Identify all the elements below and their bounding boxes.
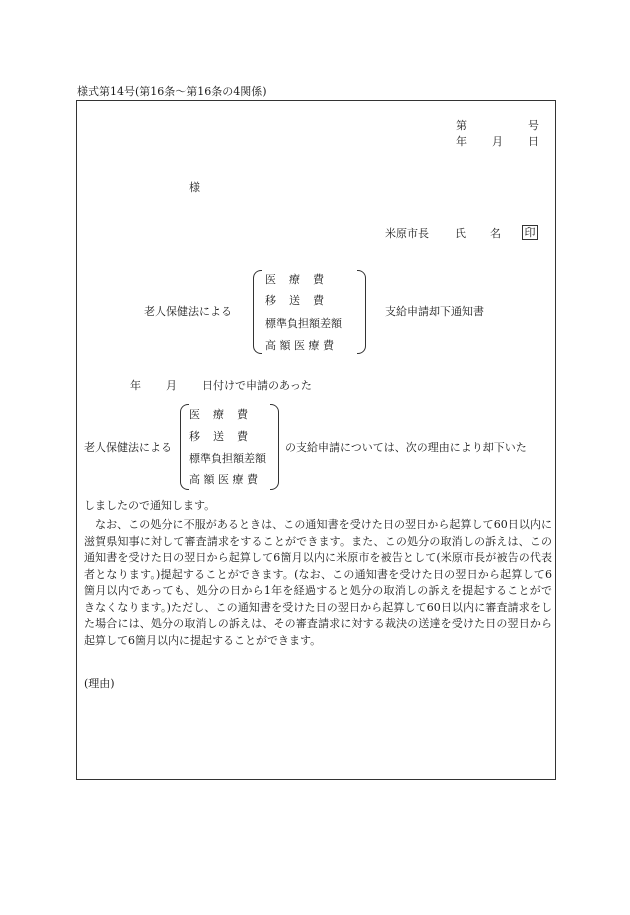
closing-line: しましたので通知します。 (84, 499, 216, 512)
reason-label: (理由) (84, 677, 115, 690)
title-item: 移 送 費 (265, 294, 325, 307)
issuer-title: 米原市長 (385, 227, 429, 240)
date-day: 日 (528, 135, 539, 148)
issuer-shi: 氏 (455, 227, 466, 240)
applied-text: 日付けで申請のあった (202, 379, 312, 392)
title-prefix: 老人保健法による (144, 305, 232, 318)
title-item: 高 額 医 療 費 (265, 339, 334, 352)
applied-year: 年 (130, 379, 141, 392)
body-item: 高 額 医 療 費 (189, 473, 258, 486)
form-header: 様式第14号(第16条～第16条の4関係) (77, 85, 267, 98)
body-item: 標準負担額差額 (189, 452, 266, 465)
body-suffix: の支給申請については、次の理由により却下いた (285, 441, 527, 454)
title-suffix: 支給申請却下通知書 (385, 305, 484, 318)
number-prefix: 第 (456, 119, 467, 132)
issuer-mei: 名 (490, 227, 501, 240)
notice-paragraph: なお、この処分に不服があるときは、この通知書を受けた日の翌日から起算して60日以内に滋賀県知事に対して審査請求をすることができます。また、この処分の取消しの訴えは、この通知書を受けた日の翌日から起算して6箇月以内に米原市を被告として(米原市長が被告の代表者となります。)提起することができます。(なお、この通知書を受けた日の翌日から起算して6箇月以内であっても、処分の日から1年を経過すると処分の取消しの訴えを提起することができなくなります。)ただし、この通知書を受けた日の翌日から起算して60日以内に審査請求をした場合には、処分の取消しの訴えは、その審査請求に対する裁決の送達を受けた日の翌日から起算して6箇月以内に提起することができます。 (84, 518, 552, 647)
seal-stamp: 印 (522, 225, 538, 240)
body-item: 医 療 費 (189, 408, 249, 421)
body-brace-left (180, 404, 189, 490)
number-suffix: 号 (528, 119, 539, 132)
title-brace-left (253, 270, 262, 354)
body-prefix: 老人保健法による (84, 441, 172, 454)
date-month: 月 (492, 135, 503, 148)
addressee-sama: 様 (189, 181, 200, 194)
applied-month: 月 (166, 379, 177, 392)
body-item: 移 送 費 (189, 430, 249, 443)
date-year: 年 (456, 135, 467, 148)
body-brace-right (270, 404, 279, 490)
title-brace-right (357, 270, 366, 354)
document-frame (76, 100, 556, 780)
title-item: 医 療 費 (265, 273, 325, 286)
title-item: 標準負担額差額 (265, 317, 342, 330)
